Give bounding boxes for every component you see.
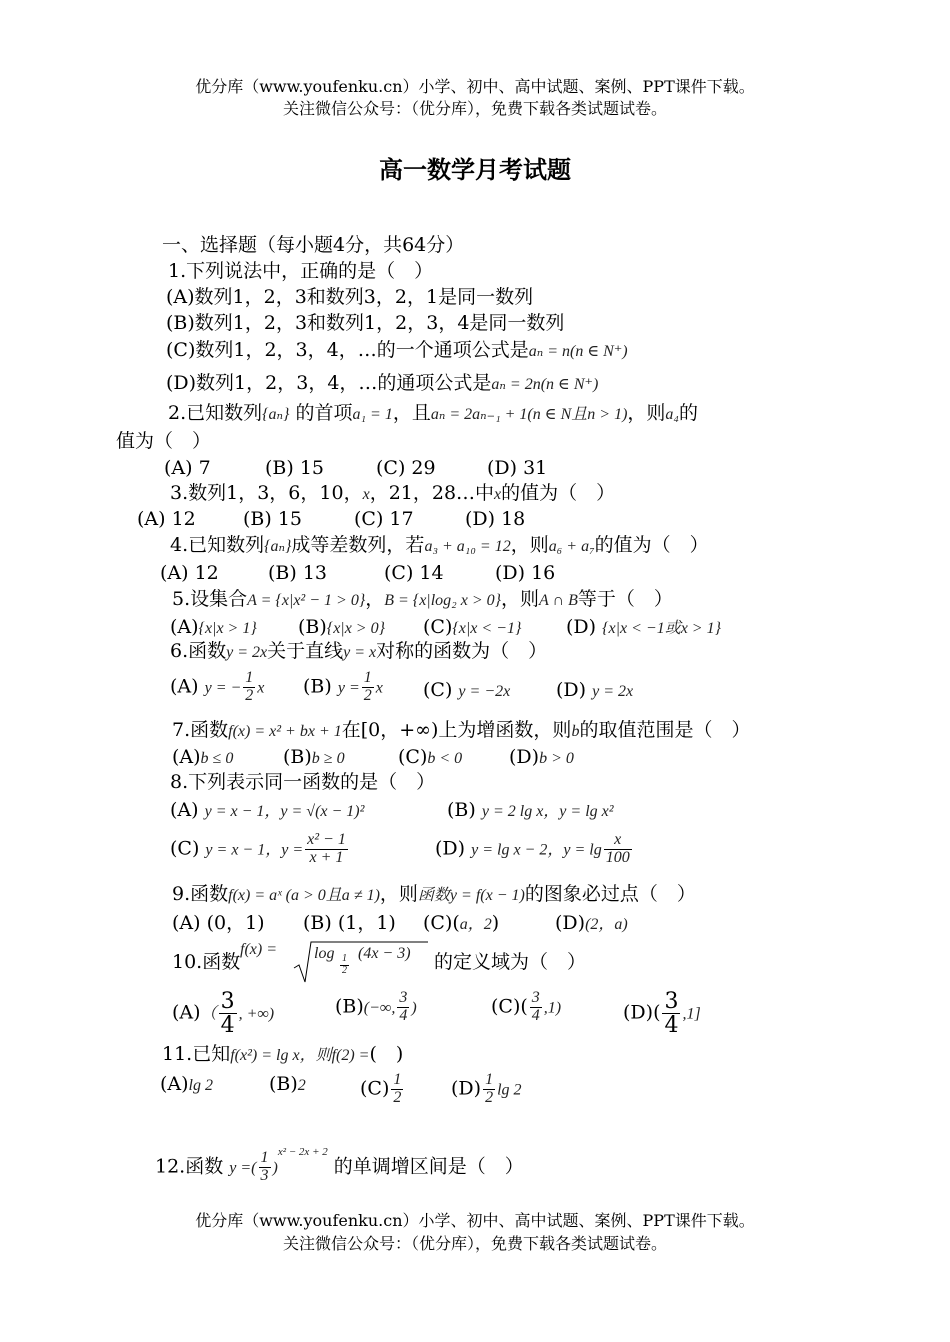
q4-stem xyxy=(170,536,709,555)
q8-d-label: (D) xyxy=(435,837,466,860)
q2-stem xyxy=(168,404,698,423)
q10-base-den: 2 xyxy=(342,964,347,976)
q1-option-c xyxy=(166,341,628,360)
q6-b-fraction xyxy=(362,670,374,705)
q10-base xyxy=(340,954,349,976)
q6-text-3: 对称的函数为（ ） xyxy=(376,640,548,662)
q8-option-c xyxy=(170,832,350,867)
q5-option-b xyxy=(298,618,385,637)
q9-option-a: (A) (0，1) xyxy=(172,912,265,934)
q5-b-formula: {x|x > 0} xyxy=(326,620,385,637)
q6-d-formula: y = 2x xyxy=(592,683,634,700)
q4-option-c: (C) 14 xyxy=(384,562,444,584)
q4-option-d: (D) 16 xyxy=(495,562,556,584)
q10-c-fraction xyxy=(530,990,542,1025)
q5-set-b: B = {x|log₂ x > 0} xyxy=(384,592,502,609)
q6-func: y = 2x xyxy=(226,644,268,661)
q11-c-label: (C) xyxy=(360,1077,390,1100)
q7-interval: [0，+∞) xyxy=(360,719,439,741)
q10-b-label: (B) xyxy=(335,995,364,1018)
q5-intersection: A ∩ B xyxy=(539,592,578,609)
q9-text-1: 9.函数 xyxy=(172,883,229,905)
q1-stem: 1.下列说法中，正确的是（ ） xyxy=(168,260,434,282)
q10-c-formula: ,1) xyxy=(543,999,562,1017)
q7-a-label: (A) xyxy=(172,746,201,768)
q4-condition: a₃ + a₁₀ = 12 xyxy=(424,538,511,555)
q1-option-c-text: (C)数列1，2，3，4，…的一个通项公式是 xyxy=(166,339,529,361)
q10-b-num: 3 xyxy=(399,989,408,1006)
q10-d-fraction xyxy=(662,990,680,1037)
page-title: 高一数学月考试题 xyxy=(379,155,571,184)
q6-option-a xyxy=(170,670,264,705)
q8-option-b xyxy=(447,801,614,820)
q11-option-b xyxy=(269,1075,306,1094)
q1-option-c-formula: aₙ = n(n ∈ N⁺) xyxy=(528,343,628,360)
q8-b-label: (B) xyxy=(447,799,476,821)
q7-d-label: (D) xyxy=(509,746,540,768)
q4-seq: {aₙ} xyxy=(264,538,292,555)
q8-c-num: x² − 1 xyxy=(307,831,346,848)
q12-text-1: 12.函数 xyxy=(155,1155,224,1178)
q2-option-b: (B) 15 xyxy=(265,457,325,479)
q6-option-b xyxy=(303,670,383,705)
q5-text-3: ，则 xyxy=(501,588,540,610)
q8-d-den: 100 xyxy=(605,848,630,866)
q11-b-label: (B) xyxy=(269,1073,298,1095)
q7-text-1: 7.函数 xyxy=(172,719,229,741)
q2-seq: {aₙ} xyxy=(262,406,290,423)
q5-option-d xyxy=(566,618,721,637)
q12-num: 1 xyxy=(260,1149,269,1166)
q1-option-d-formula: aₙ = 2n(n ∈ N⁺) xyxy=(491,376,599,393)
q5-c-label: (C) xyxy=(423,616,453,638)
footer-line-1: 优分库（www.youfenku.cn）小学、初中、高中试题、案例、PPT课件下载。 xyxy=(195,1211,755,1230)
q10-c-num: 3 xyxy=(531,989,540,1006)
q10-b-fraction xyxy=(397,990,409,1025)
q10-c-paren: ( xyxy=(520,995,528,1018)
q8-option-a xyxy=(170,801,364,820)
q10-text-1: 10.函数 xyxy=(172,951,241,973)
q6-option-d xyxy=(556,681,633,700)
q4-text-2: 成等差数列，若 xyxy=(291,534,425,556)
q7-d-formula: b > 0 xyxy=(539,750,574,767)
q2-stem-cont: 值为（ ） xyxy=(116,430,212,452)
header-line-1: 优分库（www.youfenku.cn）小学、初中、高中试题、案例、PPT课件下载。 xyxy=(195,77,755,96)
q5-a-label: (A) xyxy=(170,616,199,638)
q6-stem xyxy=(170,642,547,661)
q7-b-label: (B) xyxy=(283,746,312,768)
q10-b-den: 4 xyxy=(399,1006,408,1024)
q2-text-4: ，则 xyxy=(627,402,666,424)
q6-d-label: (D) xyxy=(556,679,587,701)
footer-line-2: 关注微信公众号：（优分库），免费下载各类试题试卷。 xyxy=(282,1234,667,1253)
q5-d-formula: {x|x < −1或x > 1} xyxy=(602,620,722,637)
q8-d-formula: y = lg x − 2，y = lg xyxy=(471,841,602,859)
q7-stem xyxy=(172,721,750,740)
q10-d-paren: ( xyxy=(653,1001,661,1024)
q2-option-a: (A) 7 xyxy=(164,457,211,479)
q5-a-formula: {x|x > 1} xyxy=(198,620,257,637)
q10-log: log xyxy=(314,945,335,962)
q7-a-formula: b ≤ 0 xyxy=(200,750,234,767)
q7-c-formula: b < 0 xyxy=(427,750,463,767)
q4-text-3: ，则 xyxy=(510,534,549,556)
q10-c-den: 4 xyxy=(531,1006,540,1024)
q10-c-label: (C) xyxy=(491,995,521,1018)
q3-x2: x xyxy=(494,486,502,503)
q2-option-c: (C) 29 xyxy=(376,457,436,479)
q2-text-1: 2.已知数列 xyxy=(168,402,263,424)
q3-option-b: (B) 15 xyxy=(243,508,303,530)
q9-text-3: 的图象必过点（ ） xyxy=(524,883,696,905)
q6-a-num: 1 xyxy=(245,669,254,686)
q8-b-formula: y = 2 lg x，y = lg x² xyxy=(481,803,614,820)
q8-c-formula: y = x − 1，y = xyxy=(205,841,304,859)
q4-text-1: 4.已知数列 xyxy=(170,534,265,556)
q10-arg: (4x − 3) xyxy=(358,945,411,962)
q11-text-1: 11.已知 xyxy=(162,1043,231,1065)
q10-b-formula: (−∞, xyxy=(363,999,396,1017)
q7-text-2: 在 xyxy=(341,719,361,741)
q7-option-d xyxy=(509,748,574,767)
q11-text-2: ( ) xyxy=(369,1043,404,1065)
q8-stem: 8.下列表示同一函数的是（ ） xyxy=(170,771,436,793)
q10-a-label: (A) xyxy=(172,1001,201,1024)
q11-d-fraction xyxy=(483,1072,495,1107)
q11-c-fraction xyxy=(391,1072,403,1107)
q8-c-den: x + 1 xyxy=(309,848,344,866)
q2-a4: a₄ xyxy=(665,406,679,423)
q11-stem xyxy=(162,1045,403,1064)
q7-option-b xyxy=(283,748,345,767)
q1-option-d xyxy=(166,374,598,393)
q10-a-formula: , +∞) xyxy=(238,1005,275,1023)
q11-d-label: (D) xyxy=(451,1077,482,1100)
q11-b-formula: 2 xyxy=(297,1077,306,1094)
q5-c-formula: {x|x < −1} xyxy=(452,620,522,637)
q8-d-fraction xyxy=(604,832,632,867)
q7-func: f(x) = x² + bx + 1 xyxy=(228,723,342,740)
q6-line: y = x xyxy=(343,644,377,661)
q6-b-num: 1 xyxy=(363,669,372,686)
q9-text-2: ，则 xyxy=(379,883,418,905)
q10-a-fraction xyxy=(219,990,237,1037)
section-heading: 一、选择题（每小题4分，共64分） xyxy=(162,234,465,256)
q6-a-label: (A) xyxy=(170,675,199,698)
q11-d-formula: lg 2 xyxy=(497,1081,522,1099)
q7-b: b xyxy=(571,723,580,740)
q10-d-formula: ,1] xyxy=(682,1005,701,1023)
q10-a-den: 4 xyxy=(220,1013,235,1039)
q11-option-d xyxy=(451,1072,522,1107)
q5-set-a: A = {x|x² − 1 > 0} xyxy=(247,592,366,609)
q5-b-label: (B) xyxy=(298,616,327,638)
q5-stem xyxy=(172,590,673,609)
q5-text-1: 5.设集合 xyxy=(172,588,248,610)
q3-text-2: ，21，28…中 xyxy=(369,482,495,504)
q11-d-num: 1 xyxy=(485,1071,494,1088)
q9-stem xyxy=(172,885,696,904)
q10-func: f(x) = xyxy=(240,941,277,958)
q11-a-label: (A) xyxy=(160,1073,189,1095)
q7-b-formula: b ≥ 0 xyxy=(311,750,345,767)
q10-d-num: 3 xyxy=(664,989,679,1014)
q9-d-label: (D) xyxy=(555,912,586,934)
q6-c-formula: y = −2x xyxy=(458,683,511,700)
q8-option-d xyxy=(435,832,634,867)
q4-option-a: (A) 12 xyxy=(160,562,219,584)
q4-option-b: (B) 13 xyxy=(268,562,328,584)
q4-text-4: 的值为（ ） xyxy=(594,534,709,556)
q11-d-den: 2 xyxy=(485,1088,494,1106)
q12-fraction xyxy=(259,1150,271,1185)
q9-c-label: (C)( xyxy=(423,912,460,934)
q10-base-num: 1 xyxy=(342,953,347,964)
q9-c-end: ) xyxy=(491,912,500,934)
q3-option-a: (A) 12 xyxy=(137,508,196,530)
q12-stem xyxy=(155,1145,524,1185)
header-line-2: 关注微信公众号：（优分库），免费下载各类试题试卷。 xyxy=(282,99,667,118)
q1-option-d-text: (D)数列1，2，3，4，…的通项公式是 xyxy=(166,372,492,394)
q6-c-label: (C) xyxy=(423,679,453,701)
q6-a-den: 2 xyxy=(245,686,254,704)
q11-c-num: 1 xyxy=(393,1071,402,1088)
q4-target: a₆ + a₇ xyxy=(548,538,595,555)
q9-d-formula: (2，a) xyxy=(585,916,628,933)
q6-a-lhs: y = − xyxy=(204,679,242,697)
q6-a-fraction xyxy=(243,670,255,705)
q12-den: 3 xyxy=(260,1166,269,1184)
q12-exponent: x² − 2x + 2 xyxy=(277,1145,328,1158)
q6-b-den: 2 xyxy=(363,686,372,704)
q3-option-c: (C) 17 xyxy=(354,508,414,530)
q2-first-term: a₁ = 1 xyxy=(352,406,393,423)
q2-recurrence: aₙ = 2aₙ₋₁ + 1(n ∈ N且n > 1) xyxy=(430,406,628,423)
q10-option-d xyxy=(623,990,701,1037)
q8-a-formula: y = x − 1，y = √(x − 1)² xyxy=(204,803,365,820)
q10-d-den: 4 xyxy=(664,1013,679,1039)
q2-text-3: ，且 xyxy=(392,402,431,424)
q5-d-label: (D) xyxy=(566,616,597,638)
q9-option-b: (B) (1，1) xyxy=(303,912,396,934)
q10-a-paren: （ xyxy=(200,1005,217,1023)
q12-text-2: 的单调增区间是（ ） xyxy=(333,1155,524,1178)
q3-text-3: 的值为（ ） xyxy=(501,482,616,504)
q10-text-2: 的定义域为（ ） xyxy=(434,951,587,973)
q9-option-d xyxy=(555,914,628,933)
q9-func-2: 函数y = f(x − 1) xyxy=(417,887,525,904)
q11-c-den: 2 xyxy=(393,1088,402,1106)
q6-b-x: x xyxy=(375,679,383,697)
q8-a-label: (A) xyxy=(170,799,199,821)
q9-c-formula: a，2 xyxy=(459,916,492,933)
q11-formula: f(x²) = lg x，则f(2) = xyxy=(230,1047,370,1064)
q10-b-end: ) xyxy=(411,999,417,1017)
q9-option-c xyxy=(423,914,499,933)
q2-option-d: (D) 31 xyxy=(487,457,548,479)
q7-option-a xyxy=(172,748,233,767)
q12-formula: y =( xyxy=(229,1159,257,1177)
q8-c-fraction xyxy=(305,832,348,867)
q5-text-4: 等于（ ） xyxy=(577,588,673,610)
q7-text-4: 的取值范围是（ ） xyxy=(579,719,751,741)
q10-option-b xyxy=(335,990,417,1025)
q6-option-c xyxy=(423,681,510,700)
q6-text-2: 关于直线 xyxy=(267,640,344,662)
q1-option-a: (A)数列1，2，3和数列3，2，1是同一数列 xyxy=(166,286,534,308)
q10-a-num: 3 xyxy=(220,989,235,1014)
q11-option-c xyxy=(360,1072,405,1107)
q9-func: f(x) = aˣ (a > 0且a ≠ 1) xyxy=(228,887,380,904)
q2-text-5: 的 xyxy=(678,402,698,424)
q3-stem xyxy=(170,484,615,503)
q6-b-lhs: y = xyxy=(337,679,360,697)
q3-text-1: 3.数列1，3，6，10， xyxy=(170,482,363,504)
q6-text-1: 6.函数 xyxy=(170,640,227,662)
q6-b-label: (B) xyxy=(303,675,332,698)
q11-option-a xyxy=(160,1075,213,1094)
q11-a-formula: lg 2 xyxy=(188,1077,213,1094)
q6-a-x: x xyxy=(257,679,265,697)
q10-d-label: (D) xyxy=(623,1001,654,1024)
q8-c-label: (C) xyxy=(170,837,200,860)
q8-d-num: x xyxy=(604,832,632,850)
q2-text-2: 的首项 xyxy=(295,402,353,424)
q10-option-c xyxy=(491,990,561,1025)
q7-option-c xyxy=(398,748,462,767)
q12-paren: ) xyxy=(272,1159,278,1177)
q3-x: x xyxy=(362,486,370,503)
q3-option-d: (D) 18 xyxy=(465,508,526,530)
q10-option-a xyxy=(172,990,274,1037)
q7-c-label: (C) xyxy=(398,746,428,768)
q7-text-3: 上为增函数，则 xyxy=(438,719,572,741)
q5-option-a xyxy=(170,618,257,637)
q5-text-2: ， xyxy=(365,588,385,610)
q5-option-c xyxy=(423,618,521,637)
q1-option-b: (B)数列1，2，3和数列1，2，3，4是同一数列 xyxy=(166,312,565,334)
